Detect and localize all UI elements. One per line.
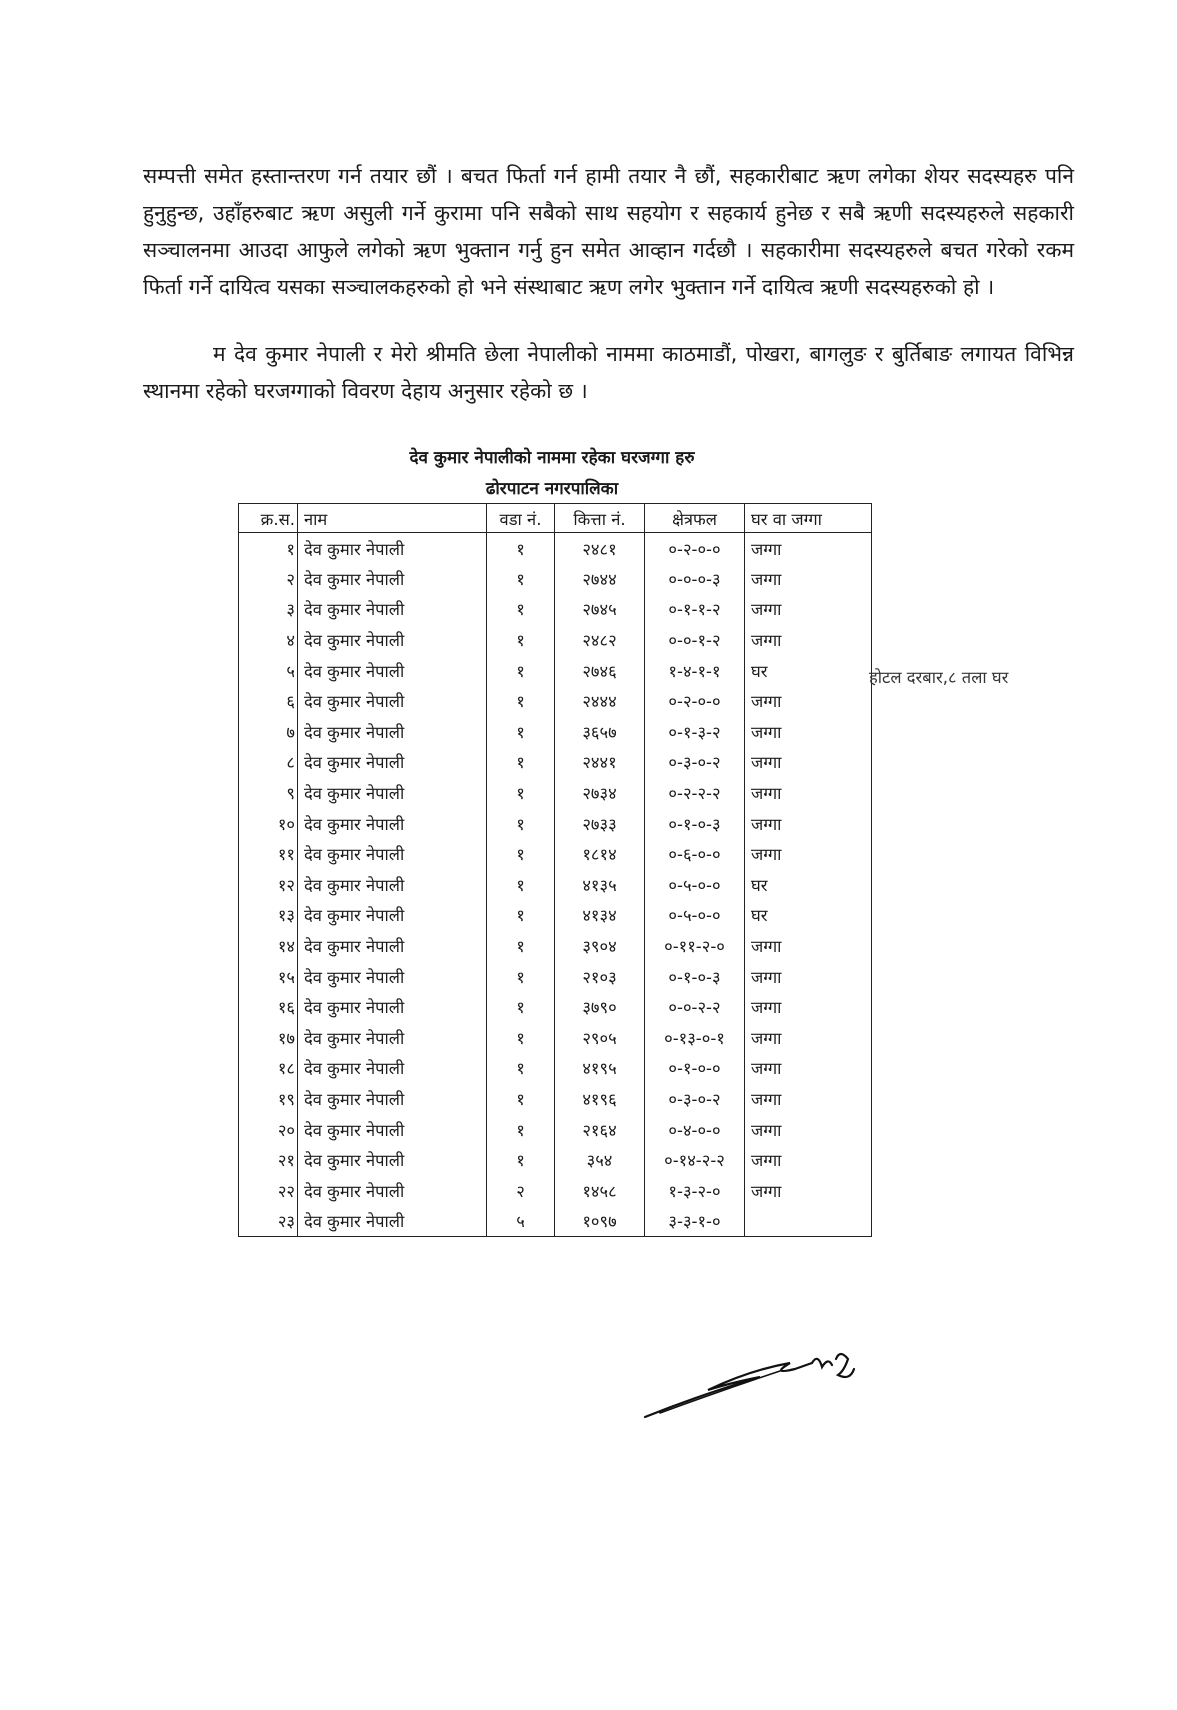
- cell-area: ०-०-०-३: [645, 563, 745, 594]
- cell-name: देव कुमार नेपाली: [298, 838, 487, 869]
- cell-area: ०-१४-२-२: [645, 1144, 745, 1175]
- cell-area: ०-२-०-०: [645, 685, 745, 716]
- cell-name: देव कुमार नेपाली: [298, 594, 487, 625]
- cell-plot: २४४१: [555, 747, 645, 778]
- cell-type: [745, 1206, 872, 1237]
- cell-serial: १: [239, 533, 298, 564]
- cell-type: जग्गा: [745, 808, 872, 839]
- cell-area: ०-१-०-३: [645, 961, 745, 992]
- cell-area: ०-१३-०-१: [645, 1022, 745, 1053]
- table-row: [239, 777, 872, 808]
- cell-ward: १: [487, 838, 555, 869]
- table-header-row: [239, 504, 872, 533]
- cell-area: ०-४-०-०: [645, 1114, 745, 1145]
- table-row: [239, 594, 872, 625]
- side-note: होटल दरबार,८ तला घर: [869, 668, 1009, 687]
- cell-plot: २१६४: [555, 1114, 645, 1145]
- signature: [640, 1345, 880, 1425]
- cell-name: देव कुमार नेपाली: [298, 1175, 487, 1206]
- cell-ward: १: [487, 624, 555, 655]
- cell-type: जग्गा: [745, 624, 872, 655]
- cell-area: ०-१-०-०: [645, 1053, 745, 1084]
- table-row: [239, 900, 872, 931]
- cell-plot: २४८२: [555, 624, 645, 655]
- cell-plot: ४१९५: [555, 1053, 645, 1084]
- cell-plot: १४५८: [555, 1175, 645, 1206]
- cell-type: जग्गा: [745, 991, 872, 1022]
- cell-serial: ४: [239, 624, 298, 655]
- table-row: [239, 1114, 872, 1145]
- cell-name: देव कुमार नेपाली: [298, 1144, 487, 1175]
- cell-ward: १: [487, 594, 555, 625]
- cell-plot: १८१४: [555, 838, 645, 869]
- cell-plot: २९०५: [555, 1022, 645, 1053]
- cell-ward: १: [487, 777, 555, 808]
- cell-area: ०-१-३-२: [645, 716, 745, 747]
- cell-serial: ७: [239, 716, 298, 747]
- cell-name: देव कुमार नेपाली: [298, 961, 487, 992]
- cell-area: ०-५-०-०: [645, 869, 745, 900]
- cell-serial: ५: [239, 655, 298, 686]
- cell-serial: २१: [239, 1144, 298, 1175]
- cell-type: घर: [745, 655, 872, 686]
- table-row: [239, 961, 872, 992]
- cell-plot: ४१९६: [555, 1083, 645, 1114]
- cell-name: देव कुमार नेपाली: [298, 685, 487, 716]
- cell-area: ०-११-२-०: [645, 930, 745, 961]
- header-plot: कित्ता नं.: [555, 504, 645, 533]
- cell-serial: ६: [239, 685, 298, 716]
- cell-ward: १: [487, 747, 555, 778]
- cell-ward: १: [487, 900, 555, 931]
- cell-name: देव कुमार नेपाली: [298, 991, 487, 1022]
- cell-area: ०-०-२-२: [645, 991, 745, 1022]
- cell-serial: १४: [239, 930, 298, 961]
- cell-name: देव कुमार नेपाली: [298, 1206, 487, 1237]
- cell-serial: २०: [239, 1114, 298, 1145]
- cell-plot: २७३३: [555, 808, 645, 839]
- cell-type: घर: [745, 900, 872, 931]
- cell-type: जग्गा: [745, 594, 872, 625]
- cell-name: देव कुमार नेपाली: [298, 1053, 487, 1084]
- cell-type: जग्गा: [745, 533, 872, 564]
- cell-name: देव कुमार नेपाली: [298, 533, 487, 564]
- table-row: [239, 747, 872, 778]
- cell-plot: १०९७: [555, 1206, 645, 1237]
- cell-ward: १: [487, 563, 555, 594]
- cell-ward: १: [487, 716, 555, 747]
- cell-ward: १: [487, 930, 555, 961]
- table-row: [239, 930, 872, 961]
- cell-plot: २७४६: [555, 655, 645, 686]
- cell-serial: १९: [239, 1083, 298, 1114]
- cell-ward: १: [487, 685, 555, 716]
- cell-serial: १७: [239, 1022, 298, 1053]
- cell-name: देव कुमार नेपाली: [298, 716, 487, 747]
- cell-ward: १: [487, 1083, 555, 1114]
- cell-type: जग्गा: [745, 1175, 872, 1206]
- cell-type: घर: [745, 869, 872, 900]
- cell-area: ०-५-०-०: [645, 900, 745, 931]
- cell-serial: १८: [239, 1053, 298, 1084]
- header-area: क्षेत्रफल: [645, 504, 745, 533]
- table-row: [239, 1053, 872, 1084]
- cell-type: जग्गा: [745, 716, 872, 747]
- cell-area: ३-३-१-०: [645, 1206, 745, 1237]
- cell-area: ०-२-०-०: [645, 533, 745, 564]
- cell-name: देव कुमार नेपाली: [298, 655, 487, 686]
- cell-area: ०-३-०-२: [645, 747, 745, 778]
- cell-plot: २७३४: [555, 777, 645, 808]
- cell-serial: ११: [239, 838, 298, 869]
- cell-name: देव कुमार नेपाली: [298, 777, 487, 808]
- cell-area: ०-१-१-२: [645, 594, 745, 625]
- cell-area: ०-३-०-२: [645, 1083, 745, 1114]
- cell-name: देव कुमार नेपाली: [298, 900, 487, 931]
- cell-type: जग्गा: [745, 685, 872, 716]
- cell-type: जग्गा: [745, 777, 872, 808]
- cell-ward: १: [487, 1053, 555, 1084]
- table-subtitle: ढोरपाटन नगरपालिका: [485, 479, 619, 499]
- table-row: [239, 716, 872, 747]
- cell-serial: १६: [239, 991, 298, 1022]
- cell-plot: ३६५७: [555, 716, 645, 747]
- table-row: [239, 685, 872, 716]
- table-row: [239, 991, 872, 1022]
- cell-serial: २: [239, 563, 298, 594]
- cell-serial: १०: [239, 808, 298, 839]
- cell-plot: २७४५: [555, 594, 645, 625]
- cell-type: जग्गा: [745, 930, 872, 961]
- cell-ward: १: [487, 808, 555, 839]
- cell-type: जग्गा: [745, 1083, 872, 1114]
- table-row: [239, 563, 872, 594]
- table-row: [239, 533, 872, 564]
- cell-serial: ९: [239, 777, 298, 808]
- intro-paragraph: सम्पत्ती समेत हस्तान्तरण गर्न तयार छौं । बचत फिर्ता गर्न हामी तयार नै छौं, सहकारीबाट ऋण लगेका शेयर सदस्यहरु पनि हुनुहुन्छ, उहाँहरुबाट ऋण असुली गर्ने कुरामा पनि सबैको साथ सहयोग र सहकार्य हुनेछ र सबै ऋणी सदस्यहरुले सहकारी सञ्चालनमा आउदा आफुले लगेको ऋण भुक्तान गर्नु हुन समेत आव्हान गर्दछौ । सहकारीमा सदस्यहरुले बचत गरेको रकम फिर्ता गर्ने दायित्व यसका सञ्चालकहरुको हो भने संस्थाबाट ऋण लगेर भुक्तान गर्ने दायित्व ऋणी सदस्यहरुको हो ।: [143, 164, 1074, 299]
- cell-serial: १५: [239, 961, 298, 992]
- property-table: [238, 503, 872, 1237]
- cell-type: जग्गा: [745, 747, 872, 778]
- cell-name: देव कुमार नेपाली: [298, 1022, 487, 1053]
- cell-area: ०-६-०-०: [645, 838, 745, 869]
- cell-plot: ४१३५: [555, 869, 645, 900]
- cell-name: देव कुमार नेपाली: [298, 1083, 487, 1114]
- cell-ward: १: [487, 1114, 555, 1145]
- cell-ward: २: [487, 1175, 555, 1206]
- table-row: [239, 1175, 872, 1206]
- cell-type: जग्गा: [745, 1144, 872, 1175]
- table-row: [239, 808, 872, 839]
- cell-type: जग्गा: [745, 1053, 872, 1084]
- header-type: घर वा जग्गा: [745, 504, 872, 533]
- header-ward: वडा नं.: [487, 504, 555, 533]
- cell-name: देव कुमार नेपाली: [298, 869, 487, 900]
- cell-name: देव कुमार नेपाली: [298, 563, 487, 594]
- cell-serial: १३: [239, 900, 298, 931]
- cell-serial: २३: [239, 1206, 298, 1237]
- cell-area: ०-२-२-२: [645, 777, 745, 808]
- cell-serial: २२: [239, 1175, 298, 1206]
- cell-name: देव कुमार नेपाली: [298, 624, 487, 655]
- cell-serial: ८: [239, 747, 298, 778]
- cell-name: देव कुमार नेपाली: [298, 930, 487, 961]
- header-serial: क्र.स.: [239, 504, 298, 533]
- cell-plot: २४८१: [555, 533, 645, 564]
- cell-type: जग्गा: [745, 838, 872, 869]
- table-row: [239, 869, 872, 900]
- cell-plot: ३५४: [555, 1144, 645, 1175]
- cell-type: जग्गा: [745, 1114, 872, 1145]
- cell-plot: २१०३: [555, 961, 645, 992]
- cell-plot: २७४४: [555, 563, 645, 594]
- cell-ward: १: [487, 869, 555, 900]
- cell-ward: १: [487, 991, 555, 1022]
- cell-type: जग्गा: [745, 563, 872, 594]
- cell-plot: ४१३४: [555, 900, 645, 931]
- cell-ward: १: [487, 1022, 555, 1053]
- table-row: [239, 655, 872, 686]
- cell-ward: १: [487, 961, 555, 992]
- table-row: [239, 1206, 872, 1237]
- cell-plot: २४४४: [555, 685, 645, 716]
- cell-area: १-३-२-०: [645, 1175, 745, 1206]
- cell-plot: ३७९०: [555, 991, 645, 1022]
- header-name: नाम: [298, 504, 487, 533]
- cell-area: ०-१-०-३: [645, 808, 745, 839]
- cell-type: जग्गा: [745, 1022, 872, 1053]
- cell-area: १-४-१-१: [645, 655, 745, 686]
- table-row: [239, 1022, 872, 1053]
- table-row: [239, 838, 872, 869]
- cell-name: देव कुमार नेपाली: [298, 1114, 487, 1145]
- cell-ward: १: [487, 533, 555, 564]
- table-row: [239, 624, 872, 655]
- table-row: [239, 1144, 872, 1175]
- table-title: देव कुमार नेपालीको नाममा रहेका घरजग्गा हरु: [409, 448, 695, 468]
- cell-ward: १: [487, 655, 555, 686]
- cell-name: देव कुमार नेपाली: [298, 747, 487, 778]
- cell-type: जग्गा: [745, 961, 872, 992]
- cell-ward: ५: [487, 1206, 555, 1237]
- cell-ward: १: [487, 1144, 555, 1175]
- cell-plot: ३९०४: [555, 930, 645, 961]
- cell-serial: ३: [239, 594, 298, 625]
- cell-area: ०-०-१-२: [645, 624, 745, 655]
- table-row: [239, 1083, 872, 1114]
- cell-serial: १२: [239, 869, 298, 900]
- cell-name: देव कुमार नेपाली: [298, 808, 487, 839]
- property-paragraph: म देव कुमार नेपाली र मेरो श्रीमति छेला नेपालीको नाममा काठमाडौं, पोखरा, बागलुङ र बुर्तिबाङ लगायत विभिन्न स्थानमा रहेको घरजग्गाको विवरण देहाय अनुसार रहेको छ ।: [143, 342, 1074, 403]
